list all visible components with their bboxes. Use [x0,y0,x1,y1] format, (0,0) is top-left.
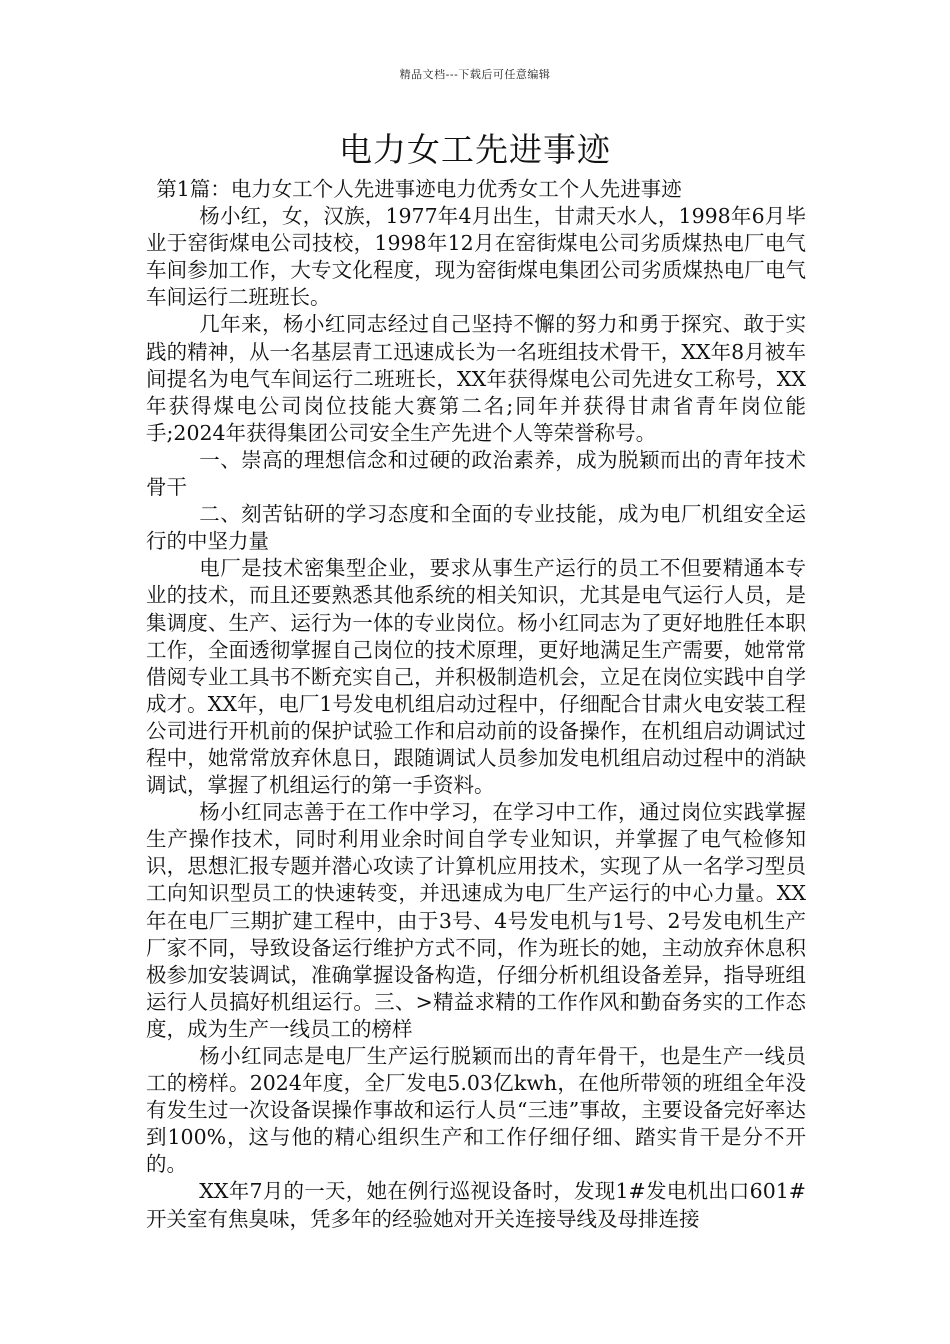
document-title: 电力女工先进事迹 [339,130,611,169]
paragraph-learning: 杨小红同志善于在工作中学习，在学习中工作，通过岗位实践掌握生产操作技术，同时利用业余时间自学专业知识，并掌握了电气检修知识，思想汇报专题并潜心攻读了计算机应用技术，实现了从一名学习型员工向知识型员工的快速转变，并迅速成为电厂生产运行的中心力量。XX年在电厂三期扩建工程中，由于3号、4号发电机与1号、2号发电机生产厂家不同，导致设备运行维护方式不同，作为班长的她，主动放弃休息积极参加安装调试，准确掌握设备构造，仔细分析机组设备差异，指导班组运行人员搞好机组运行。三、>精益求精的工作作风和勤奋务实的工作态度，成为生产一线员工的榜样 [146,800,806,1041]
paragraph-role-model: 杨小红同志是电厂生产运行脱颖而出的青年骨干，也是生产一线员工的榜样。2024年度，全厂发电5.03亿kwh，在他所带领的班组全年没有发生过一次设备误操作事故和运行人员“三违”事故，主要设备完好率达到100%，这与他的精心组织生产和工作仔细仔细、踏实肯干是分不开的。 [146,1044,806,1177]
section-heading-1: 一、崇高的理想信念和过硬的政治素养，成为脱颖而出的青年技术骨干 [146,447,806,500]
header-note: 精品文档---下载后可任意编辑 [399,68,551,81]
paragraph-intro: 杨小红，女，汉族，1977年4月出生，甘肃天水人，1998年6月毕业于窑街煤电公司技校，1998年12月在窑街煤电公司劣质煤热电厂电气车间参加工作，大专文化程度，现为窑街煤电集团公司劣质煤热电厂电气车间运行二班班长。 [146,204,806,310]
paragraph-achievements: 几年来，杨小红同志经过自己坚持不懈的努力和勇于探究、敢于实践的精神，从一名基层青工迅速成长为一名班组技术骨干，XX年8月被车间提名为电气车间运行二班班长，XX年获得煤电公司先进女工称号，XX年获得煤电公司岗位技能大赛第二名;同年并获得甘肃省青年岗位能手;2024年获得集团公司安全生产先进个人等荣誉称号。 [146,312,806,445]
document-body [146,176,806,1233]
paragraph-inspection: XX年7月的一天，她在例行巡视设备时，发现1#发电机出口601#开关室有焦臭味，凭多年的经验她对开关连接导线及母排连接 [146,1179,806,1231]
chapter-heading: 第1篇：电力女工个人先进事迹电力优秀女工个人先进事迹 [156,177,682,201]
paragraph-technical-skills: 电厂是技术密集型企业，要求从事生产运行的员工不但要精通本专业的技术，而且还要熟悉其他系统的相关知识，尤其是电气运行人员，是集调度、生产、运行为一体的专业岗位。杨小红同志为了更好地胜任本职工作，全面透彻掌握自己岗位的技术原理，更好地满足生产需要，她常常借阅专业工具书不断充实自己，并积极制造机会，立足在岗位实践中自学成才。XX年，电厂1号发电机组启动过程中，仔细配合甘肃火电安装工程公司进行开机前的保护试验工作和启动前的设备操作，在机组启动调试过程中，她常常放弃休息日，跟随调试人员参加发电机组启动过程中的消缺调试，掌握了机组运行的第一手资料。 [146,556,806,798]
section-heading-2: 二、刻苦钻研的学习态度和全面的专业技能，成为电厂机组安全运行的中坚力量 [146,502,806,554]
